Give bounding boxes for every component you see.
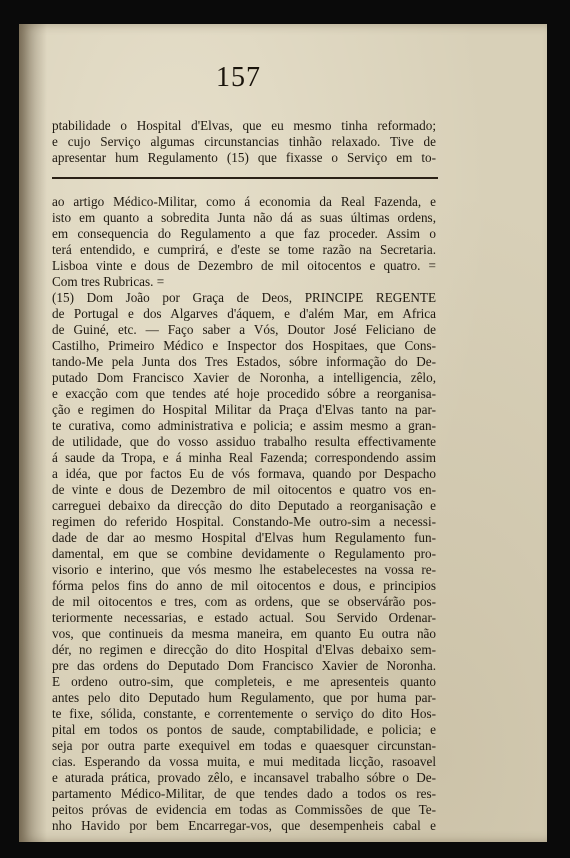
footnote-line: carreguei debaixo da direcção do dito Deputado a reorganisação e	[52, 498, 436, 513]
footnote-line: de utilidade, que do vosso assiduo trabalho resulta effectivamente	[52, 434, 436, 449]
footnote-line: ao artigo Médico-Militar, como á economia da Real Fazenda, e	[52, 194, 436, 209]
footnote-line: visorio e interino, que vós mesmo lhe estabelecestes na vossa re-	[52, 562, 436, 577]
footnote-line: dér, no regimen e direcção do dito Hospital d'Elvas debaixo sem-	[52, 642, 436, 657]
footnote-line: cias. Esperando da vossa muita, e mui meditada licção, rasoavel	[52, 754, 436, 769]
footnote-line: peitos próvas de evidencia em todas as Commissões de que Te-	[52, 802, 436, 817]
footnote-line: nho Havido por bem Encarregar-vos, que desempenheis cabal e	[52, 818, 436, 833]
footnote-line: terá entendido, e cumprirá, e d'este se tome razão na Secretaria.	[52, 242, 436, 257]
footnote-line: á saude da Tropa, e á minha Real Fazenda; correspondendo assim	[52, 450, 436, 465]
footnote-line: te curativa, como administrativa e policia; e assim mesmo a gran-	[52, 418, 436, 433]
footnote-line: E ordeno outro-sim, que completeis, e me apresenteis quanto	[52, 674, 436, 689]
footnote-line: vos, que continueis da mesma maneira, em quanto Eu outra não	[52, 626, 436, 641]
footnote-line: (15) Dom João por Graça de Deos, PRINCIPE REGENTE	[52, 290, 436, 305]
footnote-line: regimen do referido Hospital. Constando-Me outro-sim a necessi-	[52, 514, 436, 529]
footnote-line: antes pelo dito Deputado hum Regulamento, que por huma par-	[52, 690, 436, 705]
main-text-line: e cujo Serviço algumas circunstancias tinhão relaxado. Tive de	[52, 134, 436, 149]
footnote-line: pital em todos os pontos de saude, comptabilidade, e policia; e	[52, 722, 436, 737]
footnote-line: de Portugal e dos Algarves d'áquem, e d'além Mar, em Africa	[52, 306, 436, 321]
footnote-line: partamento Médico-Militar, de que tendes dado a todos os res-	[52, 786, 436, 801]
footnote-line: putado Dom Francisco Xavier de Noronha, a intelligencia, zêlo,	[52, 370, 436, 385]
page-number: 157	[216, 62, 261, 93]
page-gutter-shadow	[19, 24, 47, 842]
footnote-line: e exacção com que tendes até hoje procedido sóbre a reorganisa-	[52, 386, 436, 401]
main-text	[52, 118, 436, 166]
footnote-line: fórma pelos fins do anno de mil oitocentos e dous, e principios	[52, 578, 436, 593]
main-text-line: apresentar hum Regulamento (15) que fixasse o Serviço em to-	[52, 150, 436, 165]
footnote-line: a idéa, que por factos Eu de vós formava, quando por Despacho	[52, 466, 436, 481]
footnote-line: damental, em que se combine devidamente o Regulamento pro-	[52, 546, 436, 561]
footnote-line: isto em quanto a sobredita Junta não dá as suas últimas ordens,	[52, 210, 436, 225]
footnote-line: Com tres Rubricas. =	[52, 274, 165, 289]
footnote-divider-rule	[52, 177, 438, 179]
footnote-line: Castilho, Primeiro Médico e Inspector dos Hospitaes, que Cons-	[52, 338, 436, 353]
footnote-text	[52, 194, 436, 834]
footnote-line: tando-Me pela Junta dos Tres Estados, sóbre informação do De-	[52, 354, 436, 369]
footnote-line: seja por outra parte exequivel em todas e quaesquer circunstan-	[52, 738, 436, 753]
footnote-line: de mil oitocentos e tres, com as ordens, que se observárão pos-	[52, 594, 436, 609]
footnote-line: teriormente necessarias, e estado actual. Sou Servido Ordenar-	[52, 610, 436, 625]
footnote-line: de Guiné, etc. — Faço saber a Vós, Doutor José Feliciano de	[52, 322, 436, 337]
footnote-line: te fixe, sólida, constante, e correntemente o serviço do dito Hos-	[52, 706, 436, 721]
footnote-line: de vinte e dous de Dezembro de mil oitocentos e quatro vos en-	[52, 482, 436, 497]
main-text-line: ptabilidade o Hospital d'Elvas, que eu mesmo tinha reformado;	[52, 118, 436, 133]
footnote-line: em consequencia do Regulamento a que faz proceder. Assim o	[52, 226, 436, 241]
footnote-line: Lisboa vinte e dous de Dezembro de mil oitocentos e quatro. =	[52, 258, 436, 273]
footnote-line: pre das ordens do Deputado Dom Francisco Xavier de Noronha.	[52, 658, 436, 673]
footnote-line: e aturada prática, provado zêlo, e incansavel trabalho sóbre o De-	[52, 770, 436, 785]
footnote-line: ção e regimen do Hospital Militar da Praça d'Elvas tanto na par-	[52, 402, 436, 417]
footnote-line: dade de dar ao mesmo Hospital d'Elvas hum Regulamento fun-	[52, 530, 436, 545]
